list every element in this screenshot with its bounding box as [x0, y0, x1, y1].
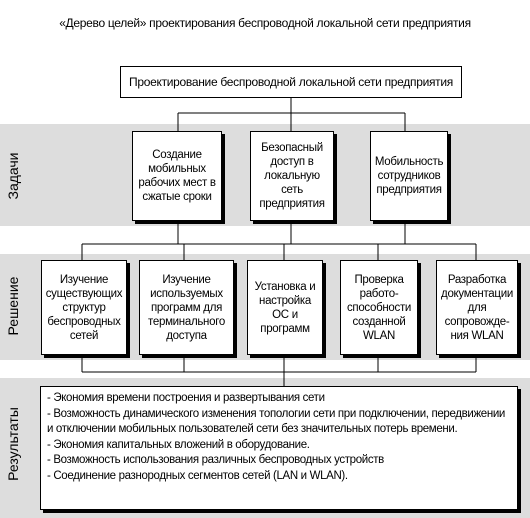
task-box-mobile-workplaces: Создание мобильных рабочих мест в сжатые сроки: [132, 131, 222, 221]
solution-box-install-os: Установка и настройка ОС и программ: [247, 260, 323, 355]
solution-box-study-structures: Изучение существующих структур беспроводных сетей: [41, 260, 127, 355]
task-box-secure-access: Безопасный доступ в локальную сеть предприятия: [250, 131, 334, 221]
solution-box-check-wlan: Проверка работо-способности созданной WLAN: [340, 260, 418, 355]
result-item: - Возможность динамического изменения топологии сети при подключении, передвижении и отключении мобильных пользователей сети без значительных потерь времени.: [47, 407, 505, 435]
result-item: - Экономия капитальных вложений в оборудование.: [47, 438, 310, 451]
result-item: - Возможность использования различных беспроводных устройств: [47, 454, 384, 466]
result-item: - Соединение разнородных сегментов сетей (LAN и WLAN).: [47, 469, 348, 482]
tasks-band-label: Задачи: [5, 152, 21, 200]
results-box: [40, 386, 518, 510]
solution-band-label: Решение: [5, 276, 21, 336]
diagram-title: «Дерево целей» проектирования беспроводной локальной сети предприятия: [59, 16, 471, 30]
solution-box-study-programs: Изучение используемых программ для терминального доступа: [139, 260, 234, 355]
result-item: - Экономия времени построения и развертывания сети: [47, 392, 325, 404]
results-band-label: Результаты: [5, 407, 21, 481]
solution-box-documentation: Разработка документации для сопровожде-ния WLAN: [436, 260, 518, 355]
task-box-employee-mobility: Мобильность сотрудников предприятия: [370, 131, 448, 221]
root-goal-box: Проектирование беспроводной локальной сети предприятия: [120, 66, 462, 98]
